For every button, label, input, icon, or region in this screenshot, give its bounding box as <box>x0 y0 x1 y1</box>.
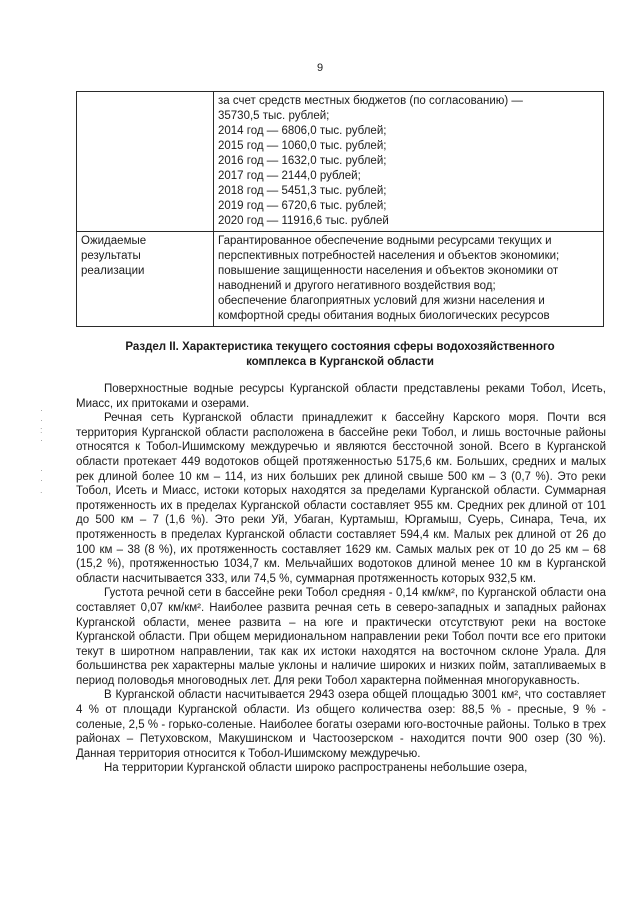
results-label-cell <box>77 232 214 327</box>
results-label-line: реализации <box>81 265 145 277</box>
funding-cell <box>214 92 604 232</box>
funding-line: за счет средств местных бюджетов (по согласованию) — <box>218 95 523 107</box>
results-label-line: результаты <box>81 250 141 262</box>
funding-line: 2016 год — 1632,0 тыс. рублей; <box>218 155 387 167</box>
section-title <box>76 340 604 370</box>
funding-line: 2020 год — 11916,6 тыс. рублей <box>218 215 389 227</box>
paragraph-river-density: Густота речной сети в бассейне реки Тобол средняя - 0,14 км/км², по Курганской области она составляет 0,07 км/км². Наиболее развита речная сеть в северо-западных и западных районах Курганской области, менее развита – на юге и практически отсутствуют реки на востоке Курганской области. При общем меридиональном направлении реки Тобол почти все его притоки текут в широтном направлении, так как их истоки находятся на восточном склоне Урала. Для большинства рек характерны малые уклоны и наличие широких и низких пойм, затапливаемых в период половодья многоводных лет. Для реки Тобол характерна пойменная многорукавность. <box>76 587 606 687</box>
section-title-line: Раздел II. Характеристика текущего состояния сферы водохозяйственного <box>125 341 555 353</box>
paragraph-small-lakes: На территории Курганской области широко распространены небольшие озера, <box>104 762 528 775</box>
results-label-line: Ожидаемые <box>81 235 147 247</box>
results-line: перспективных потребностей населения и объектов экономики; <box>218 250 560 262</box>
results-line: повышение защищенности населения и объектов экономики от <box>218 265 559 277</box>
results-line: комфортной среды обитания водных биологических ресурсов <box>218 310 550 322</box>
funding-row <box>77 92 604 232</box>
results-line: обеспечение благоприятных условий для жизни населения и <box>218 295 545 307</box>
funding-label-cell <box>77 92 214 232</box>
program-passport-table <box>76 91 604 327</box>
funding-line: 2015 год — 1060,0 тыс. рублей; <box>218 140 387 152</box>
results-line: Гарантированное обеспечение водными ресурсами текущих и <box>218 235 552 247</box>
funding-line: 2019 год — 6720,6 тыс. рублей; <box>218 200 387 212</box>
results-cell <box>214 232 604 327</box>
paragraph-river-network: Речная сеть Курганской области принадлежит к бассейну Карского моря. Почти вся территория Курганской области расположена в бассейне реки Тобол, и лишь восточные районы относятся к Тобол-Ишимскому междуречью и являются бессточной зоной. Всего в Курганской области протекает 449 водотоков общей протяженностью 5175,6 км. Больших, средних и малых рек длиной более 10 км – 114, из них больших рек длиной свыше 500 км – 3 (0,7 %). Это реки Тобол, Исеть и Миасс, истоки которых находятся за пределами Курганской области. Суммарная протяженность их в пределах Курганской области составляет 955 км. Средних рек длиной от 101 до 500 км – 7 (1,6 %). Это реки Уй, Убаган, Куртамыш, Юргамыш, Суерь, Синара, Теча, их протяженность в пределах Курганской области составляет 594,4 км. Малых рек длиной от 26 до 100 км – 38 (8 %), их протяженность составляет 1629 км. Самых малых рек от 10 до 25 км – 68 (15,2 %), протяженностью 1034,7 км. Мельчайших водотоков длиной менее 10 км в Курганской области насчитывается 333, или 74,5 %, суммарная протяженность которых 932,5 км. <box>76 412 606 585</box>
body-text <box>76 382 606 776</box>
funding-line: 2018 год — 5451,3 тыс. рублей; <box>218 185 387 197</box>
funding-line: 2014 год — 6806,0 тыс. рублей; <box>218 125 387 137</box>
funding-line: 2017 год — 2144,0 рублей; <box>218 170 361 182</box>
paragraph-lakes: В Курганской области насчитывается 2943 озера общей площадью 3001 км², что составляет 4 % от площади Курганской области. Из общего количества озер: 88,5 % - пресные, 9 % - соленые, 2,5 % - горько-соленые. Наиболее богаты озерами юго-восточные районы. Только в трех районах – Петуховском, Макушинском и Частоозерском - находится почти 900 озер (30 %). Данная территория относится к Тобол-Ишимскому междуречью. <box>76 689 606 760</box>
section-title-line: комплекса в Курганской области <box>246 356 434 368</box>
margin-scan-marks: · · : · · · . <box>40 405 43 495</box>
results-line: наводнений и другого негативного воздействия вод; <box>218 280 496 292</box>
page-number: 9 <box>316 62 324 74</box>
funding-line: 35730,5 тыс. рублей; <box>218 110 330 122</box>
results-row <box>77 232 604 327</box>
paragraph-surface-waters: Поверхностные водные ресурсы Курганской области представлены реками Тобол, Исеть, Миасс, их притоками и озерами. <box>76 383 606 410</box>
